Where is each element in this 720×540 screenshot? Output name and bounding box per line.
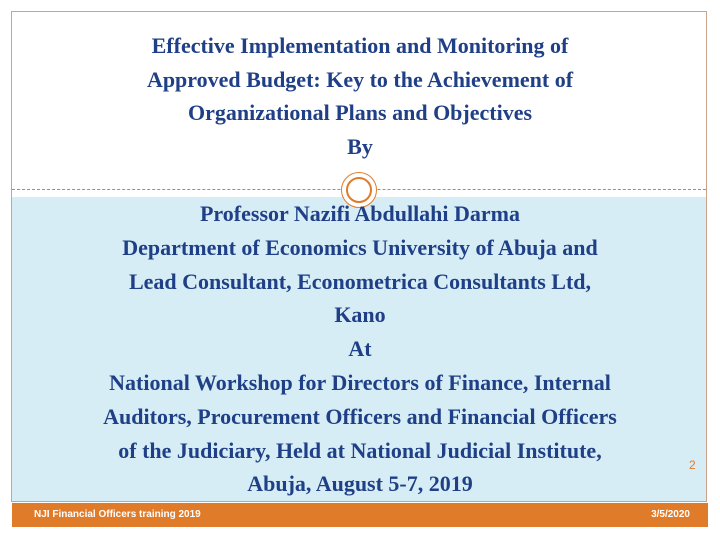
subtitle-line: Department of Economics University of Abuja and [122,234,598,260]
title-line: Effective Implementation and Monitoring of [151,33,569,58]
subtitle-line: National Workshop for Directors of Finance, Internal [109,369,611,395]
slide-number: 2 [689,458,696,472]
title-line: By [347,133,373,159]
subtitle-line: Abuja, August 5-7, 2019 [247,471,473,497]
subtitle-line: Auditors, Procurement Officers and Financial Officers [103,403,617,429]
footer-bar [12,503,708,527]
subtitle-line: At [348,336,372,362]
title-line: Approved Budget: Key to the Achievement of [146,66,574,92]
slide-title [60,29,660,163]
title-line: Organizational Plans and Objectives [187,100,533,125]
slide-subtitle [20,197,700,501]
subtitle-line: of the Judiciary, Held at National Judicial Institute, [118,437,602,463]
subtitle-line: Kano [334,302,386,328]
footer-date: 3/5/2020 [651,509,690,520]
subtitle-line: Professor Nazifi Abdullahi Darma [199,201,521,226]
footer-text: NJI Financial Officers training 2019 [34,509,201,520]
subtitle-line: Lead Consultant, Econometrica Consultants Ltd, [128,268,592,294]
